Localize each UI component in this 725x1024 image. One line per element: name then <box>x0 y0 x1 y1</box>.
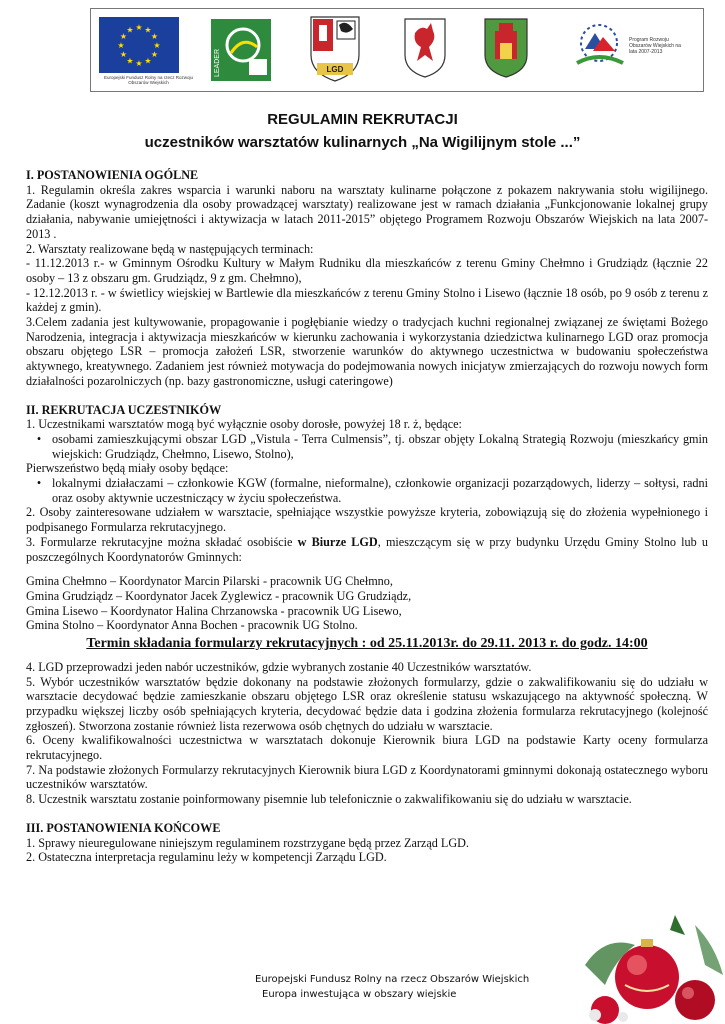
svg-text:★: ★ <box>126 56 134 66</box>
svg-text:★: ★ <box>119 32 128 41</box>
section1-p2a: - 11.12.2013 r.- w Gminnym Ośrodku Kultury w Małym Rudniku dla mieszkańców z terenu Gminy Chełmno i Grudziądz (łącznie 22 osoby – 13 z obszaru gm. Grudziądz, 9 z gm. Chełmno), <box>26 256 708 285</box>
bullet-text: osobami zamieszkującymi obszar LGD „Vistula - Terra Culmensis”, tj. obszar objęty Lokalną Strategią Rozwoju (mieszkańcy gmin wiejskich: Grudziądz, Chełmno, Lisewo, Stolno), <box>52 431 708 461</box>
document-body <box>26 168 708 865</box>
svg-text:★: ★ <box>126 25 134 35</box>
svg-text:★: ★ <box>150 32 159 41</box>
svg-text:★: ★ <box>119 50 128 59</box>
page-title: REGULAMIN REKRUTACJI <box>267 111 458 128</box>
bullet-item <box>26 476 708 505</box>
section2-p8: 8. Uczestnik warsztatu zostanie poinformowany pisemnie lub telefonicznie o zakwalifikowaniu się do udziału w warsztacie. <box>26 792 632 807</box>
section1-p3: 3.Celem zadania jest kultywowanie, propagowanie i pogłębianie wiedzy o tradycjach kuchni regionalnej związanej ze świętami Bożego Narodzenia, integracja i aktywizacja mieszkańców w kierunku zachowania i wykorzystania dziedzictwa kulinarnego LGD oraz promocja obszaru objętego LSR – promocja założeń LSR, stworzenie warunków do aktywnego uczestnictwa w budowaniu społeczeństwa aktywnego, kreatywnego. Zadaniem jest również motywacja do podejmowania nowych inicjatyw zmierzających do rozwoju nowych form działalności pozarolniczych (np. bazy gastronomiczne, usługi cateringowe) <box>26 315 708 388</box>
section2-heading: II. REKRUTACJA UCZESTNIKÓW <box>26 402 222 417</box>
svg-text:★: ★ <box>135 23 143 32</box>
svg-text:★: ★ <box>135 59 143 68</box>
christmas-ornament-decoration <box>575 905 725 1024</box>
section2-p1: 1. Uczestnikami warsztatów mogą być wyłącznie osoby dorosłe, powyżej 18 r. ż, będące: <box>26 417 462 432</box>
section2-priority: Pierwszeństwo będą miały osoby będące: <box>26 461 229 476</box>
regional-crest-logo <box>403 17 447 79</box>
section3-p1: 1. Sprawy nieuregulowane niniejszym regulaminem rozstrzygane będą przez Zarząd LGD. <box>26 835 469 850</box>
eu-caption: Europejski Fundusz Rolny na rzecz Rozwoju Obszarów Wiejskich <box>103 75 194 85</box>
section2-p4: 4. LGD przeprowadzi jeden nabór uczestników, gdzie wybranych zostanie 40 Uczestników warsztatów. <box>26 659 532 674</box>
bullet-icon: • <box>36 431 42 446</box>
section1-p2: 2. Warsztaty realizowane będą w następujących terminach: <box>26 241 314 256</box>
svg-text:★: ★ <box>150 50 159 59</box>
section2-p2: 2. Osoby zainteresowane udziałem w warsztacie, spełniające wszystkie powyższe kryteria, zobowiązują się do złożenia wypełnionego i podpisanego Formularza rekrutacyjnego. <box>26 505 708 535</box>
section2-p6: 6. Oceny kwalifikowalności uczestnictwa w warsztatach dokonuje Kierownik biura LGD na podstawie Karty oceny formularza rekrutacyjnego. <box>26 733 708 763</box>
section3-p2: 2. Ostateczna interpretacja regulaminu leży w kompetencji Zarządu LGD. <box>26 850 387 865</box>
bullet-icon: • <box>36 476 42 491</box>
footer <box>255 972 555 1002</box>
deadline-banner: Termin składania formularzy rekrutacyjnych : od 25.11.2013r. do 29.11. 2013 r. do godz. 14:00 <box>86 636 648 652</box>
footer-line2: Europa inwestująca w obszary wiejskie <box>262 989 457 1000</box>
section2-p7: 7. Na podstawie złożonych Formularzy rekrutacyjnych Kierownik biura LGD z Koordynatorami gminnymi dokonają ostatecznego wyboru uczestników warsztatów. <box>26 762 708 792</box>
bullet-text: lokalnymi działaczami – członkowie KGW (formalne, nieformalne), członkowie organizacji pozarządowych, liderzy – sołtysi, radni oraz osoby aktywnie uczestniczący w życiu społeczeństwa. <box>52 476 708 505</box>
svg-text:★: ★ <box>153 41 161 50</box>
section2-p5: 5. Wybór uczestników warsztatów będzie dokonany na podstawie złożonych formularzy, gdzie o zakwalifikowaniu się do udziału w warsztacie decydować będzie zamieszkanie obszaru objętego LSR oraz określenie statusu wskazującego na aktywność społeczną. W przypadku większej liczby osób spełniających kryteria, decydować będzie data i godzina złożenia formularza rekrutacyjnego (kolejność zgłoszeń). Stworzona zostanie również lista rezerwowa osób chętnych do udziału w warsztacie. <box>26 674 708 733</box>
svg-text:★: ★ <box>144 56 152 66</box>
coordinator-line: Gmina Chełmno – Koordynator Marcin Pilarski - pracownik UG Chełmno, <box>26 574 393 589</box>
section3-heading: III. POSTANOWIENIA KOŃCOWE <box>26 820 221 835</box>
section1-p2b: - 12.12.2013 r. - w świetlicy wiejskiej w Bartlewie dla mieszkańców z terenu Gminy Stolno i Lisewo (łącznie 18 osób, po 9 osób z terenu z każdej z gmin). <box>26 285 708 315</box>
coordinator-line: Gmina Stolno – Koordynator Anna Bochen - pracownik UG Stolno. <box>26 618 358 633</box>
program-caption: Program Rozwoju Obszarów Wiejskich na lata 2007-2013 <box>629 37 681 55</box>
lgd-crest-logo <box>309 15 361 85</box>
leader-label: LEADER <box>214 48 221 77</box>
svg-text:★: ★ <box>117 41 125 50</box>
coordinator-line: Gmina Grudziądz – Koordynator Jacek Zyglewicz - pracownik UG Grudziądz, <box>26 588 412 603</box>
lgd-label: LGD <box>326 65 344 74</box>
page-subtitle: uczestników warsztatów kulinarnych „Na Wigilijnym stole ...” <box>144 134 581 151</box>
coordinator-line: Gmina Lisewo – Koordynator Halina Chrzanowska - pracownik UG Lisewo, <box>26 603 402 618</box>
footer-line1: Europejski Fundusz Rolny na rzecz Obszarów Wiejskich <box>255 974 530 985</box>
eu-flag-logo <box>99 17 179 73</box>
prow-logo <box>571 19 627 77</box>
leader-logo <box>211 19 271 81</box>
bullet-item <box>26 432 708 461</box>
section1-heading: I. POSTANOWIENIA OGÓLNE <box>26 168 199 182</box>
section2-p3: 3. Formularze rekrutacyjne można składać osobiście w Biurze LGD, mieszczącym się w przy budynku Urzędu Gminy Stolno lub u poszczególnych Koordynatorów Gminnych: <box>26 534 708 564</box>
logo-bar <box>90 8 704 92</box>
gmina-crest-logo <box>483 17 529 79</box>
biuro-lgd-bold: w Biurze LGD <box>297 534 378 549</box>
section1-p1: 1. Regulamin określa zakres wsparcia i warunki naboru na warsztaty kulinarne połączone z pokazem nakrywania stołu wigilijnego. Zadanie (koszt wynagrodzenia dla osoby prowadzącej warsztaty) realizowane jest w ramach działania „Funkcjonowanie lokalnej grupy działania, nabywanie umiejętności i aktywizacja w latach 2011-2015” objętego Programem Rozwoju Obszarów Wiejskich na lata 2007-2013 . <box>26 182 708 241</box>
svg-text:★: ★ <box>144 25 152 35</box>
